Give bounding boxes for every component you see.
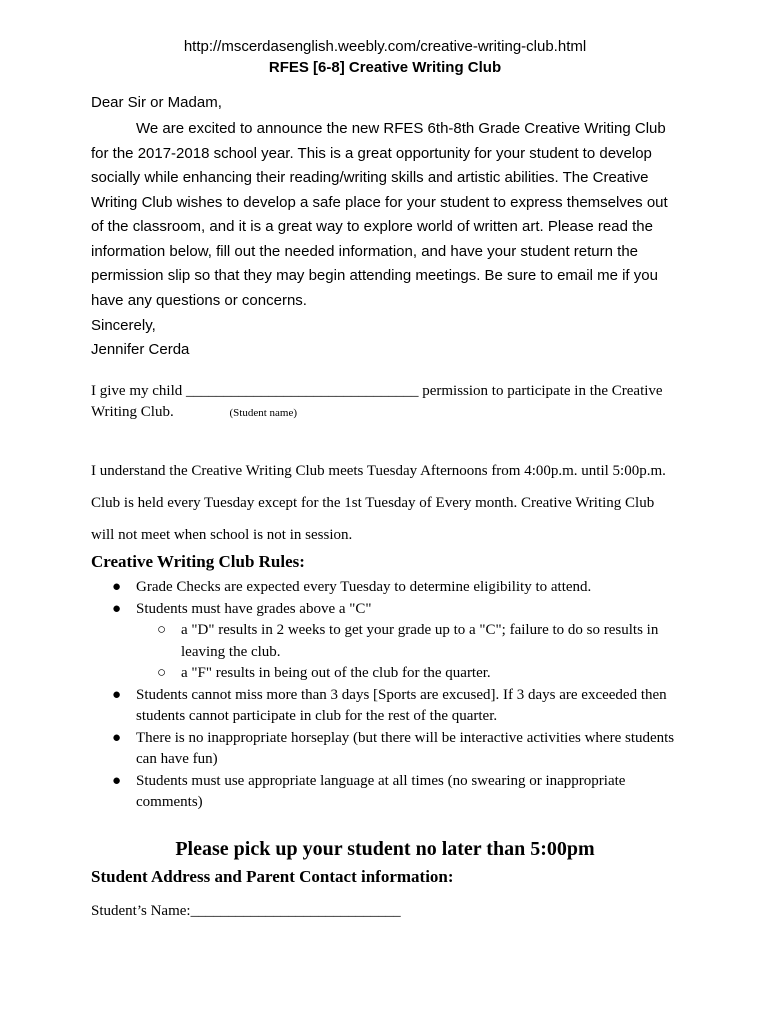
- signature: Jennifer Cerda: [91, 341, 190, 358]
- schedule-statement: [91, 455, 691, 551]
- closing: Sincerely,: [91, 317, 156, 334]
- rule-item: [91, 577, 691, 599]
- document-title: RFES [6-8] Creative Writing Club: [268, 59, 502, 76]
- rule-text: Students cannot miss more than 3 days [Sports are excused]. If 3 days are exceeded then students cannot participate in club for the rest of the quarter.: [136, 686, 667, 724]
- salutation: Dear Sir or Madam,: [91, 94, 222, 111]
- pickup-notice: Please pick up your student no later than 5:00pm: [175, 838, 595, 860]
- rule-text: Students must have grades above a "C": [136, 600, 372, 617]
- rule-item: [91, 599, 691, 621]
- student-name-note: (Student name): [229, 407, 297, 419]
- schedule-line: will not meet when school is not in session.: [91, 527, 353, 543]
- rule-item: [91, 685, 691, 728]
- rule-item: [91, 728, 691, 771]
- schedule-line: I understand the Creative Writing Club meets Tuesday Afternoons from 4:00p.m. until 5:00p.m.: [91, 463, 666, 479]
- bullet-icon: ●: [112, 686, 122, 703]
- bullet-icon: ●: [112, 579, 122, 595]
- bullet-icon: ●: [112, 729, 122, 746]
- page-url: http://mscerdasenglish.weebly.com/creative-writing-club.html: [183, 38, 587, 55]
- contact-heading: Student Address and Parent Contact information:: [91, 867, 454, 886]
- permission-statement: [91, 381, 691, 424]
- bullet-icon: ●: [112, 600, 122, 617]
- hollow-bullet-icon: ○: [157, 665, 167, 681]
- rule-text: Students must use appropriate language at all times (no swearing or inappropriate comments): [136, 772, 626, 810]
- schedule-line: Club is held every Tuesday except for the 1st Tuesday of Every month. Creative Writing Club: [91, 495, 655, 511]
- rules-heading: Creative Writing Club Rules:: [91, 552, 305, 571]
- sub-rule-text: a "F" results in being out of the club for the quarter.: [181, 665, 491, 681]
- bullet-icon: ●: [112, 772, 122, 789]
- rule-item: [91, 771, 691, 814]
- rule-text: Grade Checks are expected every Tuesday to determine eligibility to attend.: [136, 579, 592, 595]
- sub-rule-item: [91, 620, 691, 663]
- letter: [91, 92, 681, 361]
- hollow-bullet-icon: ○: [157, 622, 167, 638]
- letter-body: We are excited to announce the new RFES 6th-8th Grade Creative Writing Club for the 2017-2018 school year. This is a great opportunity for your student to develop socially while enhancing their reading/writing skills and artistic abilities. The Creative Writing Club wishes to develop a safe place for your student to express themselves out of the classroom, and it is a great way to explore world of written art. Please read the information below, fill out the needed information, and have your student return the permission slip so that they may begin attending meetings. Be sure to email me if you have any questions or concerns.: [91, 120, 668, 309]
- permission-text: I give my child _______________________________ permission to participate in the Creative Writing Club.: [91, 383, 663, 420]
- sub-rule-item: [91, 663, 691, 685]
- rule-text: There is no inappropriate horseplay (but there will be interactive activities where students can have fun): [136, 729, 675, 767]
- rules-list: [91, 577, 691, 814]
- student-name-field: Student’s Name:____________________________: [91, 903, 401, 919]
- sub-rule-text: a "D" results in 2 weeks to get your grade up to a "C"; failure to do so results in leaving the club.: [181, 622, 659, 660]
